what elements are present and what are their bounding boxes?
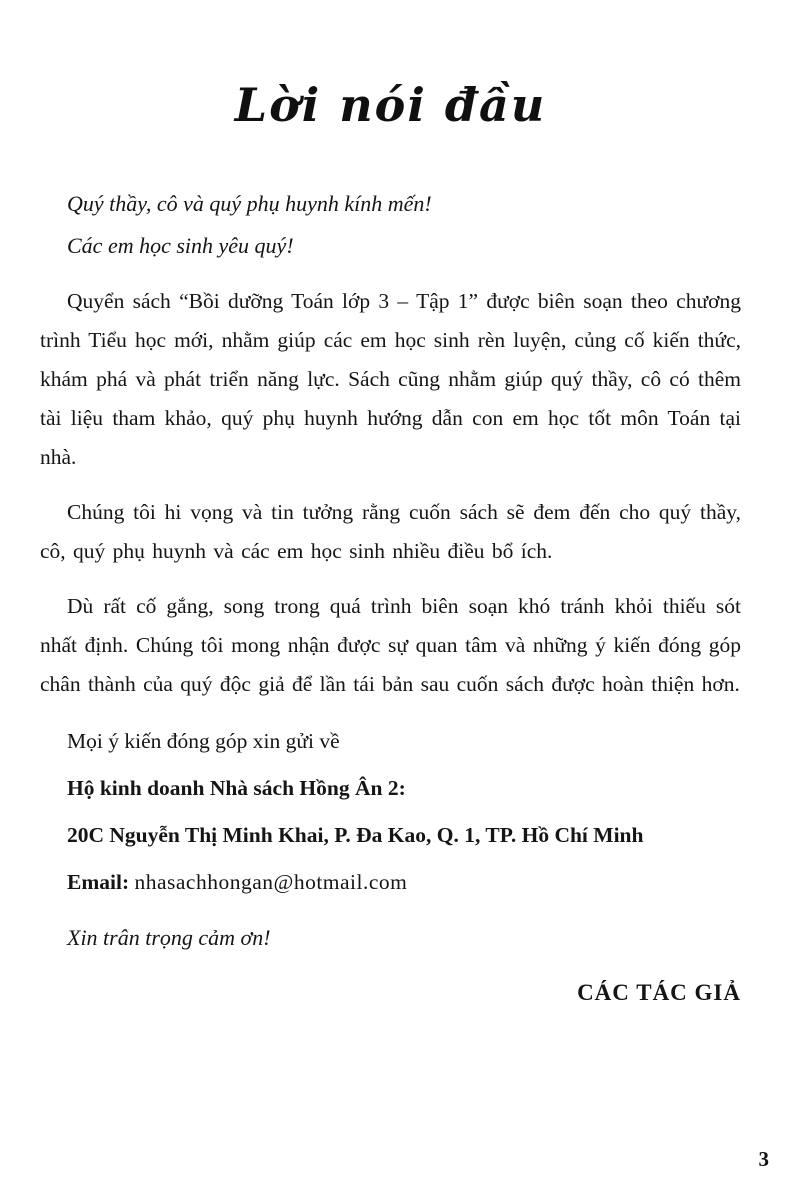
paragraph-hope: Chúng tôi hi vọng và tin tưởng rằng cuốn sách sẽ đem đến cho quý thầy, cô, quý phụ huynh và các em học sinh nhiều điều bổ ích. <box>40 500 741 563</box>
authors-signature: CÁC TÁC GIẢ <box>577 980 741 1005</box>
greeting-line-students: Các em học sinh yêu quý! <box>67 233 294 258</box>
contact-business-name: Hộ kinh doanh Nhà sách Hồng Ân 2: <box>67 776 406 800</box>
page-title: Lời nói đầu <box>234 78 547 132</box>
paragraph-feedback: Dù rất cố gắng, song trong quá trình biên soạn khó tránh khỏi thiếu sót nhất định. Chúng tôi mong nhận được sự quan tâm và những ý kiến đóng góp chân thành của quý độc giả để lần tái bản sau cuốn sách được hoàn thiện hơn. <box>40 594 741 696</box>
email-label: Email: <box>67 870 130 894</box>
page-number: 3 <box>758 1147 769 1171</box>
paragraph-introduction: Quyển sách “Bồi dưỡng Toán lớp 3 – Tập 1” được biên soạn theo chương trình Tiểu học mới, nhằm giúp các em học sinh rèn luyện, củng cố kiến thức, khám phá và phát triển năng lực. Sách cũng nhằm giúp quý thầy, cô có thêm tài liệu tham khảo, quý phụ huynh hướng dẫn con em học tốt môn Toán tại nhà. <box>40 289 741 469</box>
closing-line: Xin trân trọng cảm ơn! <box>67 925 271 950</box>
contact-email-line <box>67 863 741 902</box>
contact-address: 20C Nguyễn Thị Minh Khai, P. Đa Kao, Q. 1, TP. Hồ Chí Minh <box>67 823 644 847</box>
greeting-line-teachers: Quý thầy, cô và quý phụ huynh kính mến! <box>67 191 432 216</box>
paragraph-send-feedback: Mọi ý kiến đóng góp xin gửi về <box>67 729 340 753</box>
email-address: nhasachhongan@hotmail.com <box>134 870 408 894</box>
